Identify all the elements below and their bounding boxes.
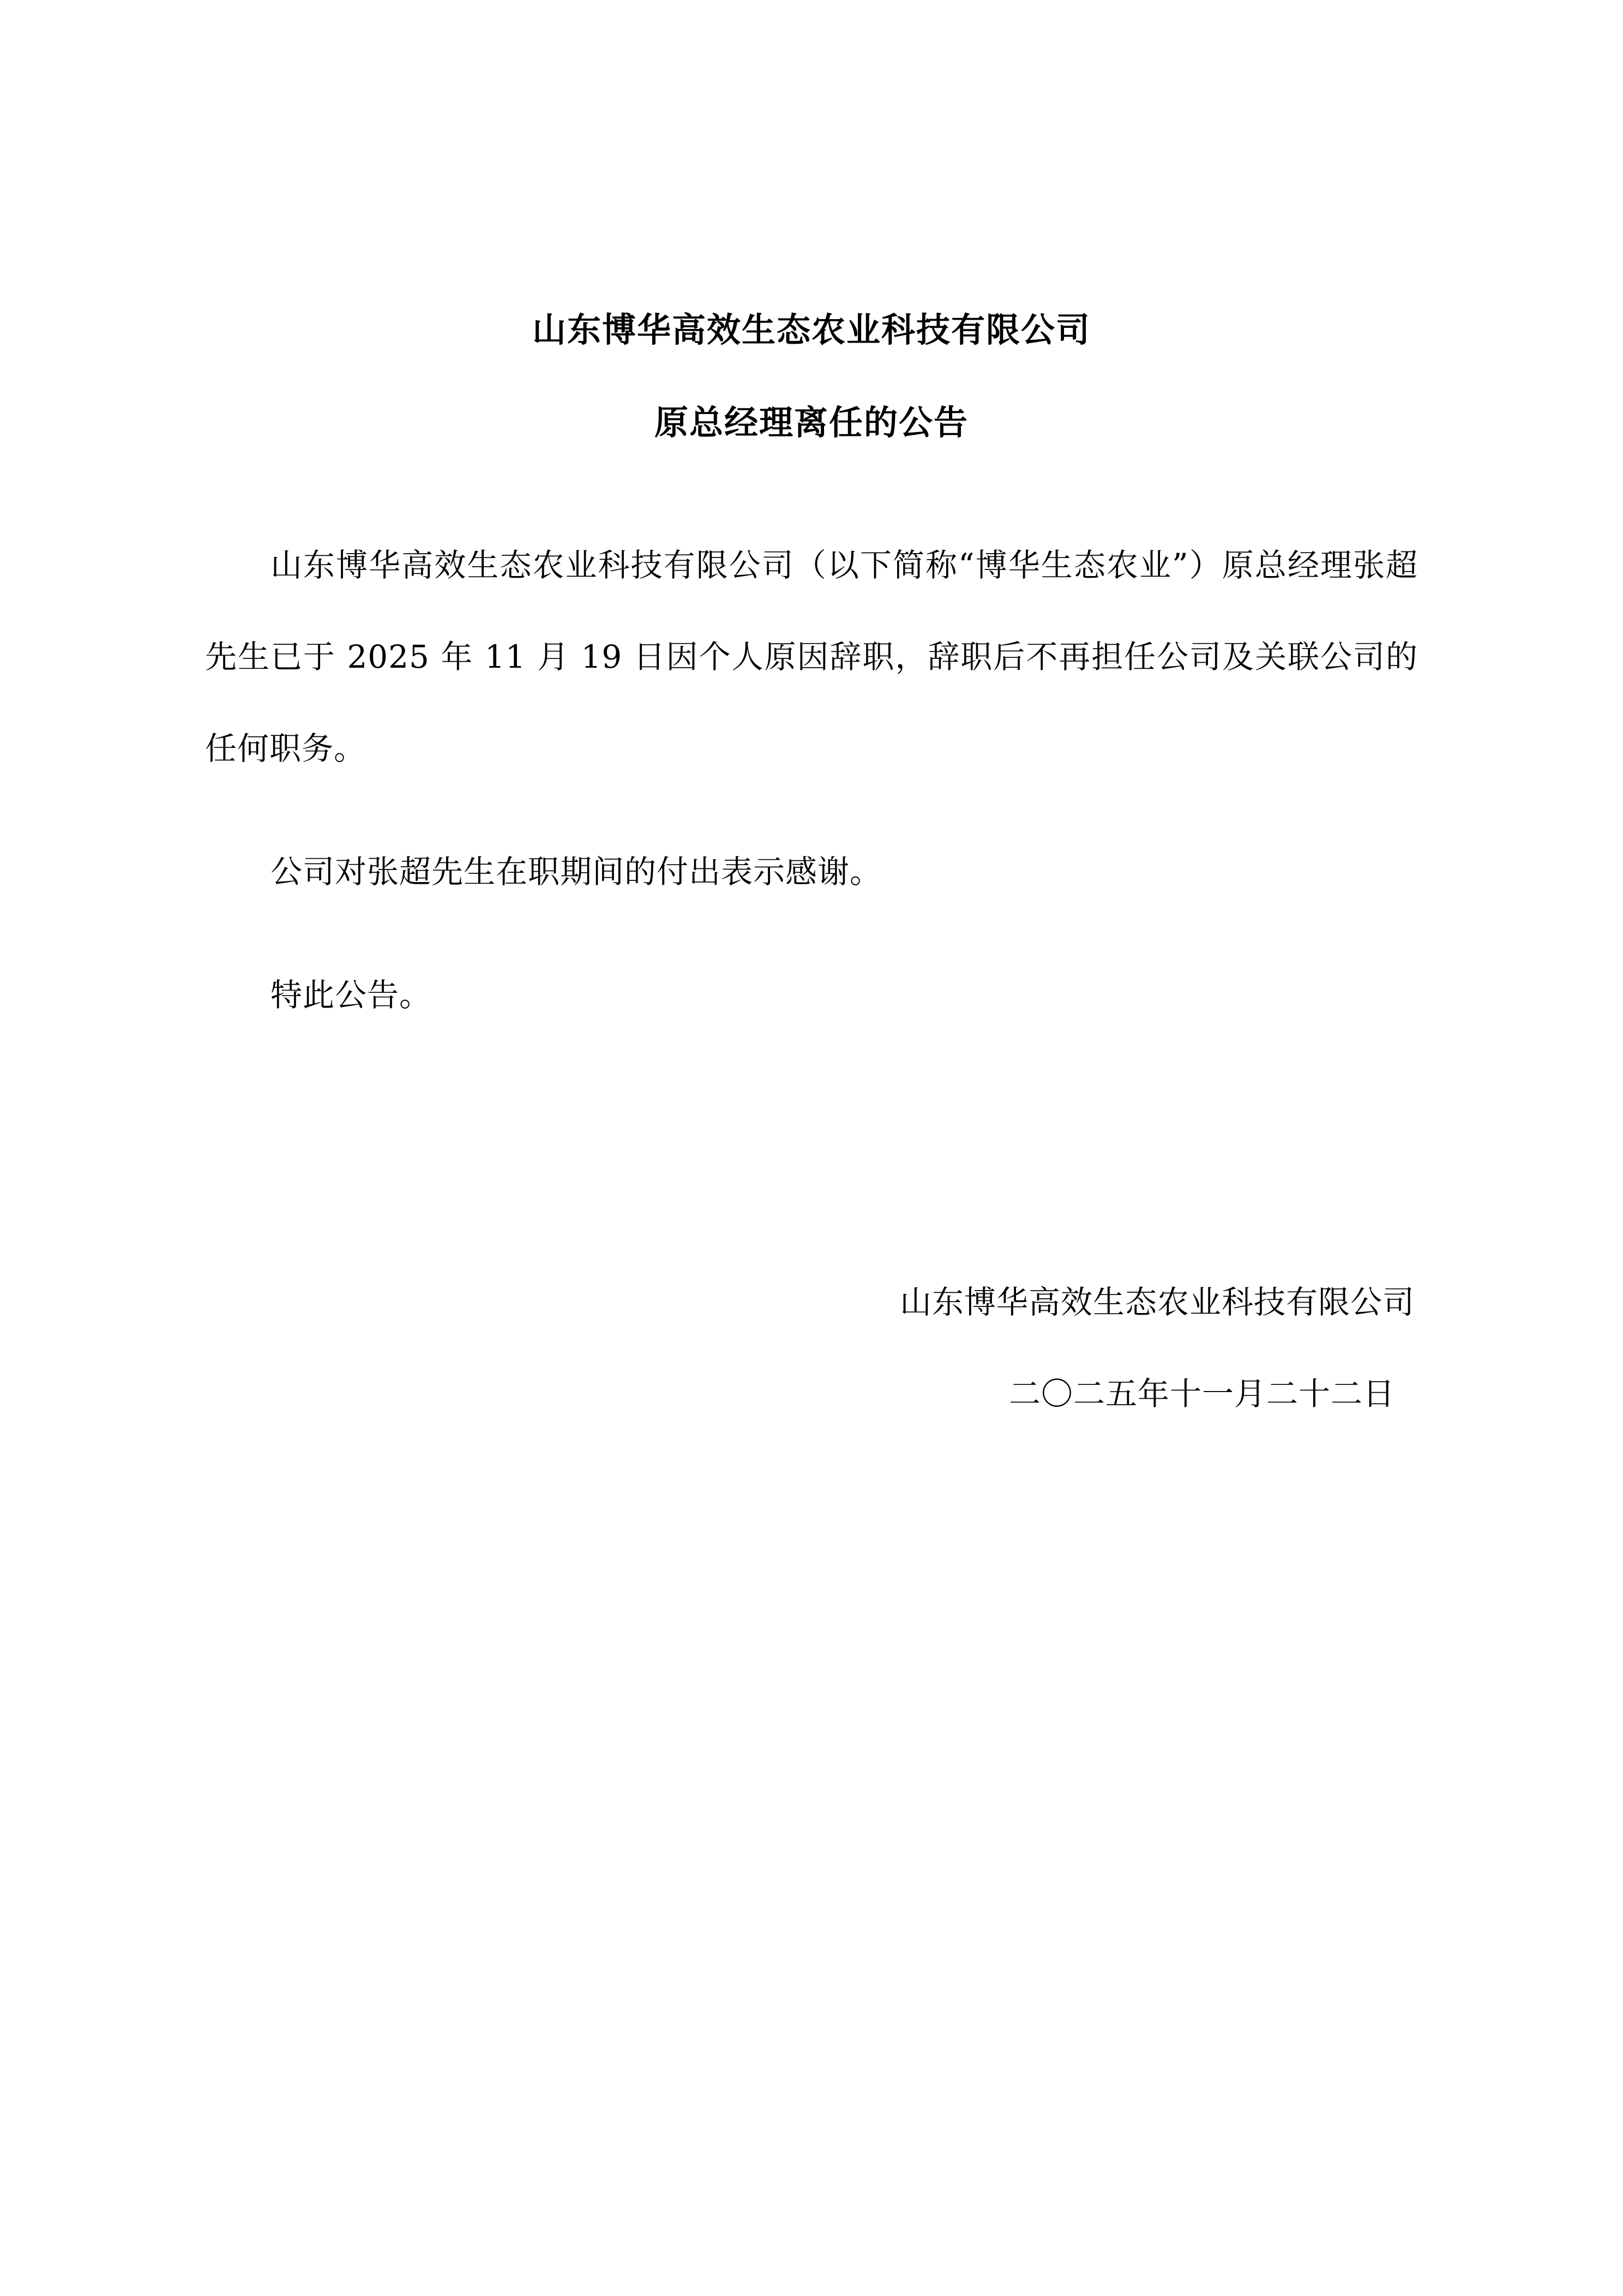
document-title xyxy=(205,284,1418,469)
paragraph-2: 公司对张超先生在职期间的付出表示感谢。 xyxy=(270,853,882,890)
paragraph-3: 特此公告。 xyxy=(270,976,432,1014)
document-content xyxy=(205,0,1418,1440)
signature-date: 二〇二五年十一月二十二日 xyxy=(1008,1375,1395,1412)
title-line-2: 原总经理离任的公告 xyxy=(654,403,969,442)
signature-block xyxy=(205,1256,1418,1440)
signature-company: 山东博华高效生态农业科技有限公司 xyxy=(899,1284,1415,1321)
paragraph-1: 山东博华高效生态农业科技有限公司（以下简称“博华生态农业”）原总经理张超先生已于 2025 年 11 月 19 日因个人原因辞职，辞职后不再担任公司及关联公司的任何职务。 xyxy=(205,547,1418,767)
title-line-1: 山东博华高效生态农业科技有限公司 xyxy=(532,310,1091,350)
document-body xyxy=(205,519,1418,1041)
